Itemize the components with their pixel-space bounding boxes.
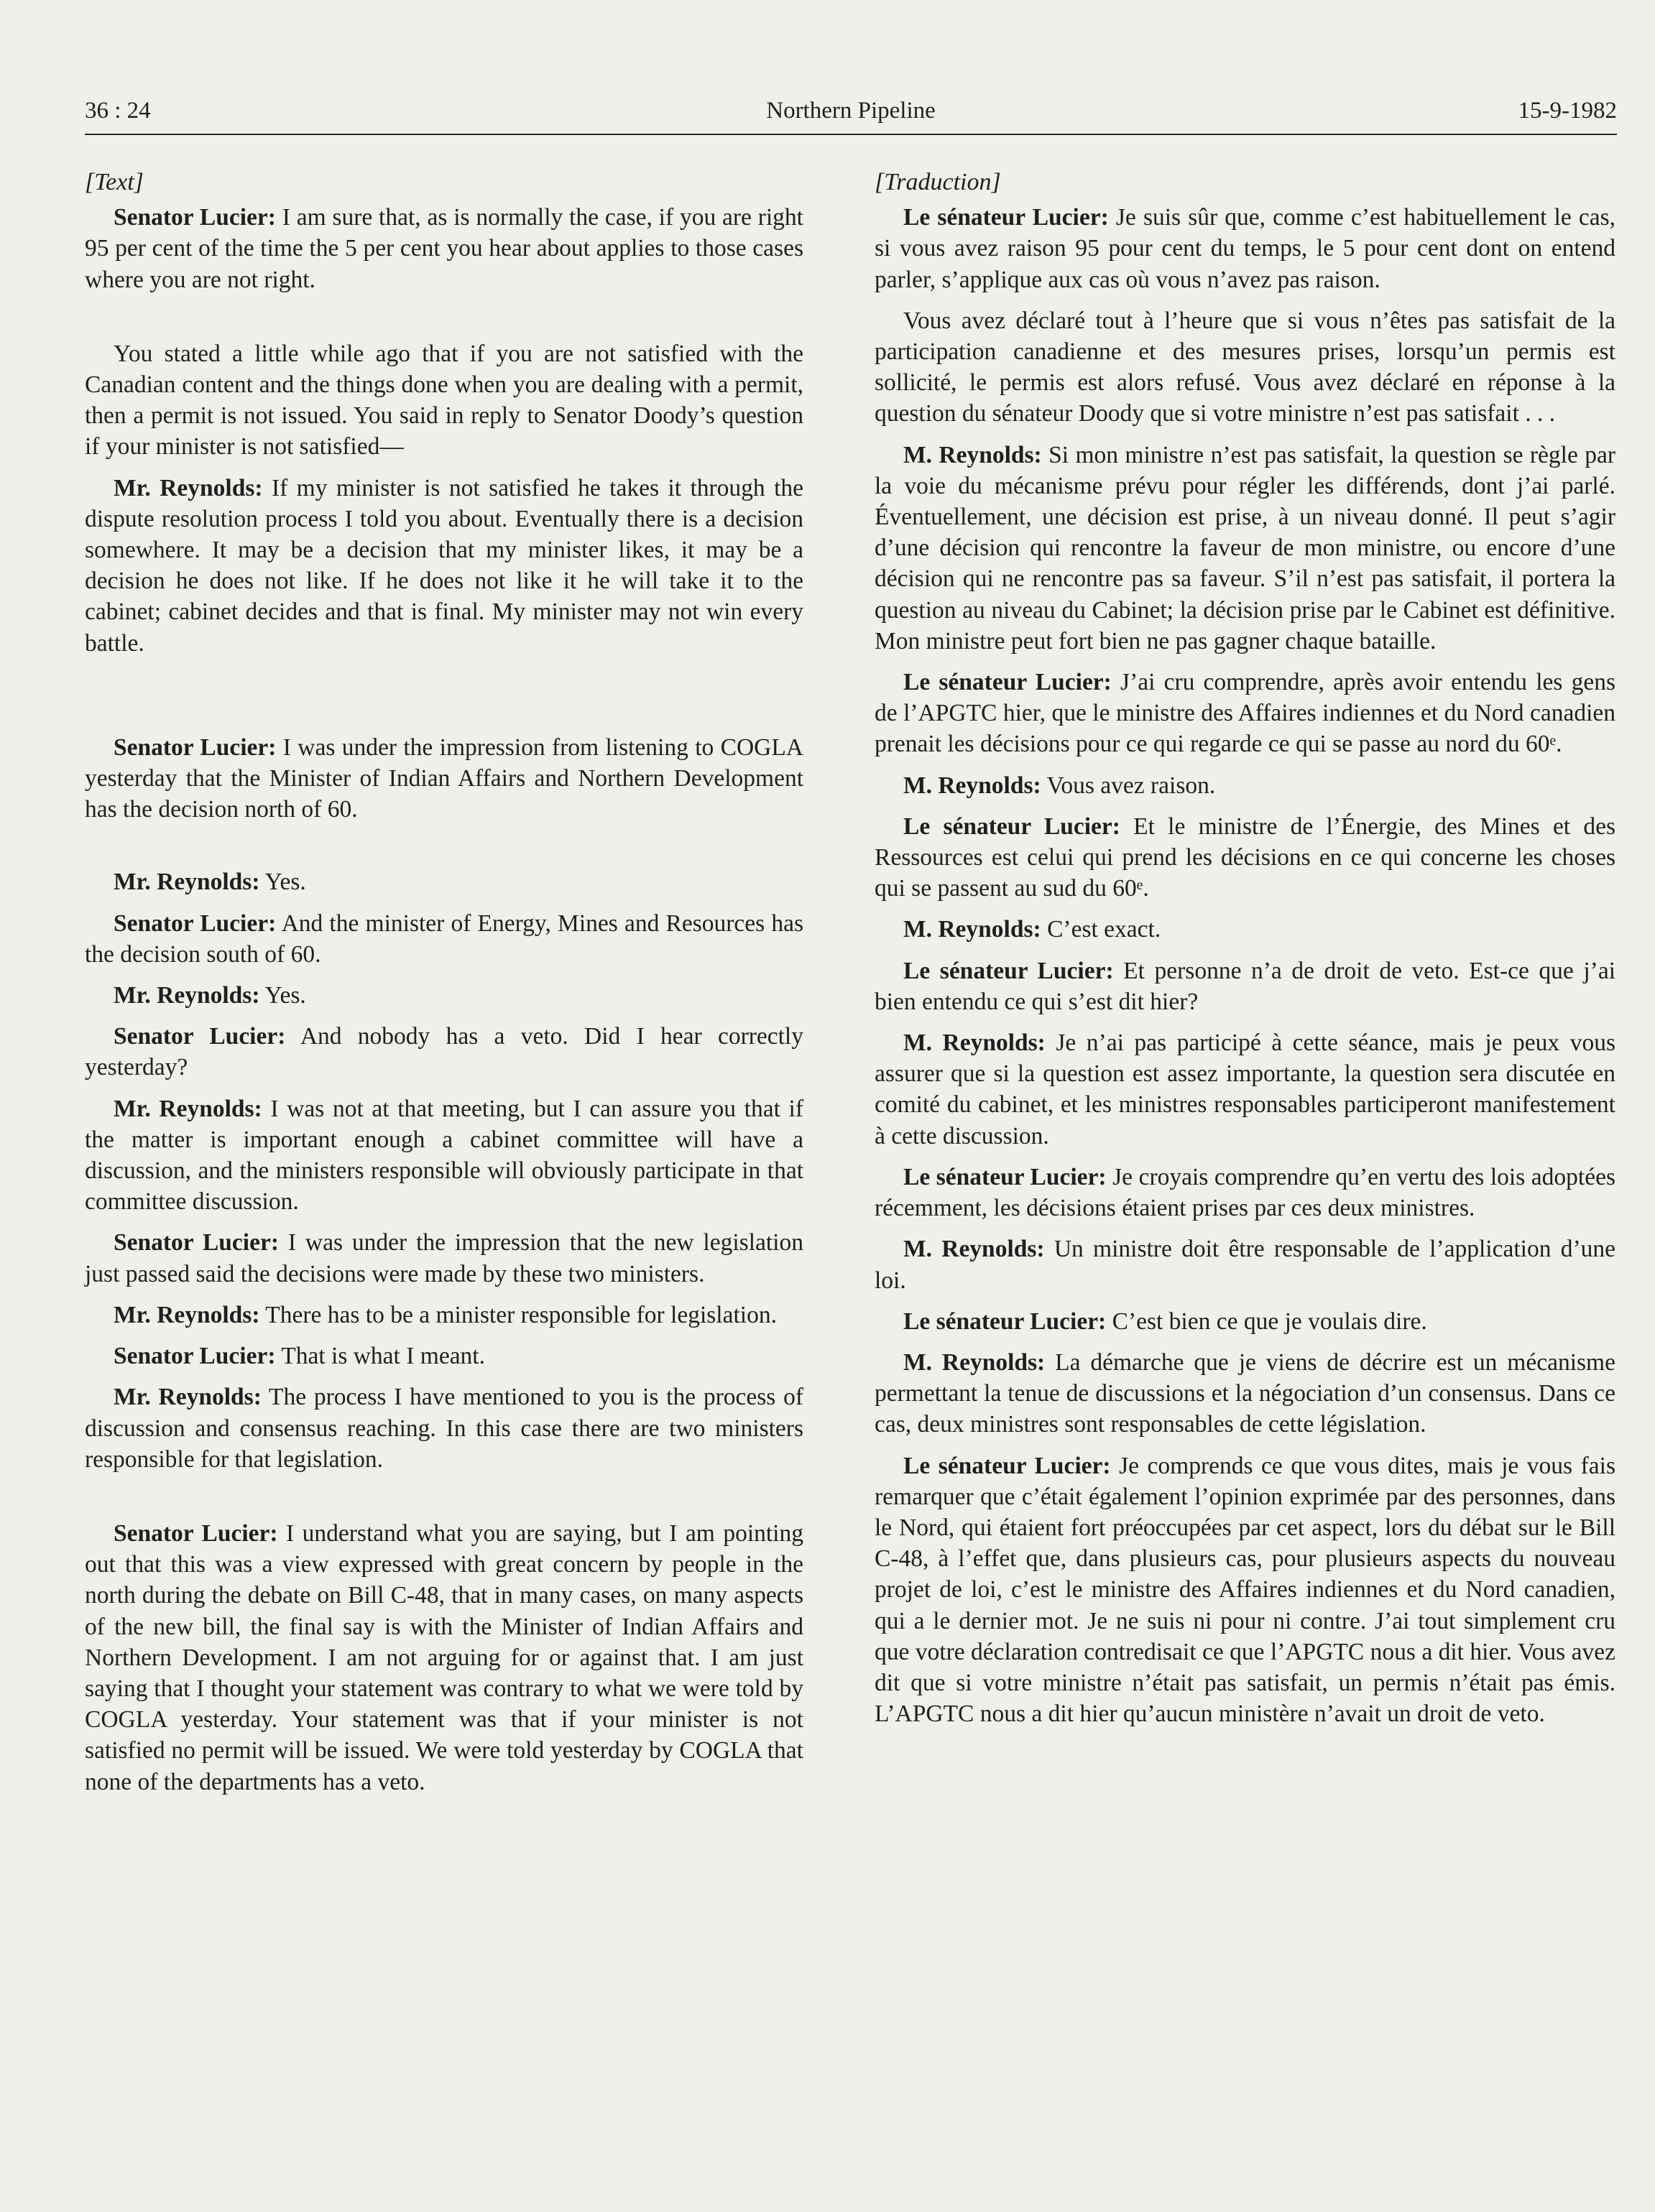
speaker-name: Senator Lucier:	[114, 1023, 286, 1050]
speaker-name: M. Reynolds:	[903, 1348, 1046, 1376]
speaker-name: M. Reynolds:	[903, 441, 1042, 468]
speech-text: I was not at that meeting, but I can assure you that if the matter is important enough a cabinet committee will have a discussion, and the ministers responsible will obviously participate in that committee discussion.	[85, 1095, 803, 1216]
speech-text: Yes.	[259, 869, 306, 896]
paragraph	[85, 1518, 803, 1797]
speaker-name: M. Reynolds:	[903, 1029, 1046, 1057]
speaker-name: Le sénateur Lucier:	[903, 204, 1109, 231]
speaker-name: Mr. Reynolds:	[114, 1384, 262, 1411]
paragraph	[85, 202, 803, 295]
speaker-name: Mr. Reynolds:	[114, 869, 260, 896]
speaker-name: Le sénateur Lucier:	[903, 1163, 1107, 1190]
paragraph	[875, 202, 1615, 295]
paragraph	[85, 1021, 803, 1083]
speaker-name: Senator Lucier:	[114, 910, 277, 937]
speech-text: Je suis sûr que, comme c’est habituellement le cas, si vous avez raison 95 pour cent du temps, le 5 pour cent dont on entend parler, s’applique aux cas où vous n’avez pas raison.	[875, 204, 1615, 293]
speaker-name: Senator Lucier:	[114, 204, 276, 231]
speaker-name: Mr. Reynolds:	[114, 982, 260, 1009]
speaker-name: M. Reynolds:	[903, 1236, 1045, 1263]
speech-text: And nobody has a veto. Did I hear correctly yesterday?	[85, 1023, 803, 1081]
paragraph	[85, 908, 803, 970]
speaker-name: Senator Lucier:	[114, 1519, 278, 1547]
speech-text: And the minister of Energy, Mines and Resources has the decision south of 60.	[85, 910, 803, 968]
speaker-name: Le sénateur Lucier:	[903, 1452, 1111, 1479]
paragraph	[85, 1093, 803, 1218]
french-column	[875, 167, 1615, 1739]
speech-text: C’est exact.	[1041, 916, 1161, 943]
paragraph	[85, 1341, 803, 1371]
speech-text: I am sure that, as is normally the case, if you are right 95 per cent of the time the 5 per cent you hear about applies to those cases where you are not right.	[85, 204, 803, 293]
paragraph	[875, 770, 1615, 801]
speaker-name: Mr. Reynolds:	[114, 1301, 260, 1328]
speech-text: C’est bien ce que je voulais dire.	[1106, 1308, 1427, 1335]
paragraph	[875, 1450, 1615, 1730]
paragraph	[85, 473, 803, 659]
speaker-name: Senator Lucier:	[114, 734, 277, 761]
paragraph	[875, 914, 1615, 945]
speech-text: Yes.	[259, 982, 306, 1009]
speech-text: La démarche que je viens de décrire est un mécanisme permettant la tenue de discussions et la négociation d’un consensus. Dans ce cas, deux ministres sont responsables de cette législation.	[875, 1348, 1615, 1438]
speaker-name: Le sénateur Lucier:	[903, 669, 1112, 696]
paragraph	[85, 866, 803, 897]
speaker-name: Le sénateur Lucier:	[903, 813, 1120, 840]
speaker-name: Mr. Reynolds:	[114, 474, 263, 501]
running-title: Northern Pipeline	[766, 98, 936, 124]
paragraph	[85, 732, 803, 825]
speech-text: Et le ministre de l’Énergie, des Mines et des Ressources est celui qui prend les décisions en ce qui concerne les choses qui se passent au sud du 60ᵉ.	[875, 813, 1615, 902]
paragraph	[875, 305, 1615, 430]
page-date: 15-9-1982	[1518, 98, 1617, 124]
speech-text: I was under the impression from listening to COGLA yesterday that the Minister of Indian Affairs and Northern Development has the decision north of 60.	[85, 734, 803, 823]
speaker-name: Senator Lucier:	[114, 1343, 276, 1370]
speaker-name: Le sénateur Lucier:	[903, 957, 1114, 984]
paragraph	[875, 955, 1615, 1017]
speech-text: J’ai cru comprendre, après avoir entendu les gens de l’APGTC hier, que le ministre des Affaires indiennes et du Nord canadien prenait les décisions pour ce qui regarde ce qui se passe au nord du 60ᵉ.	[875, 669, 1616, 758]
paragraph	[875, 1162, 1615, 1223]
speech-text: Vous avez raison.	[1041, 772, 1216, 799]
speaker-name: Senator Lucier:	[114, 1229, 279, 1257]
speech-text: Vous avez déclaré tout à l’heure que si vous n’êtes pas satisfait de la participation canadienne et des mesures prises, lorsqu’un permis est sollicité, le permis est alors refusé. Vous avez déclaré en réponse à la question du sénateur Doody que si votre ministre n’est pas satisfait . . .	[875, 307, 1615, 427]
paragraph	[875, 1234, 1615, 1295]
page-header	[85, 92, 1617, 135]
language-tag: [Traduction]	[875, 169, 1001, 195]
page-number: 36 : 24	[85, 98, 151, 124]
english-column	[85, 167, 803, 1808]
speaker-name: M. Reynolds:	[903, 916, 1041, 943]
speech-text: Je n’ai pas participé à cette séance, mais je peux vous assurer que si la question est assez importante, la question sera discutée en comité du cabinet, et les ministres responsables participeront manifestement à cette discussion.	[875, 1029, 1615, 1149]
speaker-name: M. Reynolds:	[903, 772, 1041, 799]
paragraph	[85, 980, 803, 1011]
speech-text: I was under the impression that the new legislation just passed said the decisions were made by these two ministers.	[85, 1229, 803, 1287]
paragraph	[85, 338, 803, 463]
speech-text: Je croyais comprendre qu’en vertu des lois adoptées récemment, les décisions étaient prises par ces deux ministres.	[875, 1163, 1615, 1222]
speech-text: There has to be a minister responsible for legislation.	[259, 1301, 777, 1328]
paragraph	[875, 1306, 1615, 1337]
speech-text: If my minister is not satisfied he takes it through the dispute resolution process I told you about. Eventually there is a decision somewhere. It may be a decision that my minister likes, it may be a decision he does not like. If he does not like it he will take it to the cabinet; cabinet decides and that is final. My minister may not win every battle.	[85, 474, 803, 657]
paragraph	[875, 1347, 1615, 1440]
speech-text: Et personne n’a de droit de veto. Est-ce que j’ai bien entendu ce qui s’est dit hier?	[875, 957, 1616, 1015]
paragraph	[85, 1382, 803, 1475]
paragraph	[85, 1227, 803, 1289]
paragraph	[875, 440, 1615, 657]
paragraph	[875, 1027, 1615, 1152]
speech-text: Si mon ministre n’est pas satisfait, la question se règle par la voie du mécanisme prévu pour régler les différends, dont j’ai parlé. Éventuellement, une décision est prise, à un niveau donné. Il peut s’agir d’une décision qui rencontre la faveur de mon ministre, ou encore d’une décision qui ne rencontre pas sa faveur. S’il n’est pas satisfait, il portera la question au niveau du Cabinet; la décision prise par le Cabinet est définitive. Mon ministre peut fort bien ne pas gagner chaque bataille.	[875, 441, 1615, 654]
paragraph	[85, 1300, 803, 1331]
speech-text: You stated a little while ago that if you are not satisfied with the Canadian content and the things done when you are dealing with a permit, then a permit is not issued. You said in reply to Senator Doody’s question if your minister is not satisfied—	[85, 340, 803, 461]
speech-text: The process I have mentioned to you is the process of discussion and consensus reaching. In this case there are two ministers responsible for that legislation.	[85, 1384, 803, 1473]
paragraph	[875, 811, 1615, 904]
language-tag: [Text]	[85, 169, 144, 195]
speech-text: Un ministre doit être responsable de l’application d’une loi.	[875, 1236, 1615, 1294]
speech-text: Je comprends ce que vous dites, mais je vous fais remarquer que c’était également l’opinion exprimée par des personnes, dans le Nord, qui étaient fort préoccupées par cet aspect, lors du débat sur le Bill C-48, à l’effet que, dans plusieurs cas, pour plusieurs aspects du nouveau projet de loi, c’est le ministre des Affaires indiennes et du Nord canadien, qui a le dernier mot. Je ne suis ni pour ni contre. J’ai tout simplement cru que votre déclaration contredisait ce que l’APGTC nous a dit hier. Vous avez dit que si votre ministre n’était pas satisfait, un permis n’était pas émis. L’APGTC nous a dit hier qu’aucun ministère n’avait un droit de veto.	[875, 1452, 1615, 1728]
speech-text: That is what I meant.	[275, 1343, 485, 1370]
paragraph	[875, 667, 1615, 760]
speaker-name: Mr. Reynolds:	[114, 1095, 262, 1122]
speaker-name: Le sénateur Lucier:	[903, 1308, 1107, 1335]
speech-text: I understand what you are saying, but I am pointing out that this was a view expressed with great concern by people in the north during the debate on Bill C-48, that in many cases, on many aspects of the new bill, the final say is with the Minister of Indian Affairs and Northern Development. I am not arguing for or against that. I am just saying that I thought your statement was contrary to what we were told by COGLA yesterday. Your statement was that if your minister is not satisfied no permit will be issued. We were told yesterday by COGLA that none of the departments has a veto.	[85, 1519, 803, 1795]
